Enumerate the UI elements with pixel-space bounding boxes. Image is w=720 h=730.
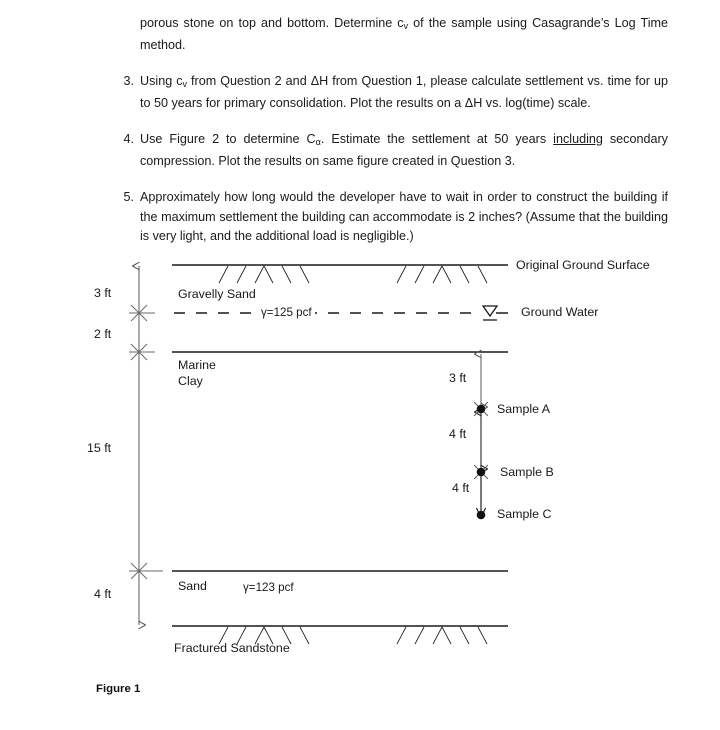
label-sample-b: Sample B	[500, 465, 554, 479]
question-number-3: 3.	[123, 74, 134, 88]
question-4-text-a: Use Figure 2 to determine C	[140, 132, 316, 146]
question-4-text-b: . Estimate the settlement at 50 years	[320, 132, 554, 146]
question-3-text-b: from Question 2 and ΔH from Question 1, please calculate settlement vs. time for up to 50 years for primary consolidation. Plot the results on a ΔH vs. log(time) scale.	[140, 74, 668, 111]
sample-dimension-label-3ft: 3 ft	[449, 371, 467, 385]
question-number-4: 4.	[123, 132, 134, 146]
sample-dimension-label-4ft-a: 4 ft	[449, 427, 467, 441]
label-sample-a: Sample A	[497, 402, 551, 416]
left-dimension-label-4ft: 4 ft	[94, 587, 112, 601]
figure-caption: Figure 1	[96, 683, 141, 695]
left-dimension-line	[129, 266, 163, 625]
left-dimension-label-2ft: 2 ft	[94, 327, 112, 341]
label-marine-clay-line2: Clay	[178, 374, 203, 388]
label-gravelly-sand: Gravelly Sand	[178, 287, 256, 301]
label-original-ground-surface: Original Ground Surface	[516, 258, 650, 272]
label-sample-c: Sample C	[497, 507, 552, 521]
left-dimension-label-15ft: 15 ft	[87, 441, 112, 455]
intro-text-b: of the sample using Casagrande’s Log Time method.	[140, 16, 668, 53]
question-item-4	[123, 130, 668, 172]
left-dimension-ticks	[129, 305, 163, 579]
label-sand: Sand	[178, 579, 207, 593]
intro-text-a: porous stone on top and bottom. Determine c	[140, 16, 404, 30]
sample-dimension-line	[474, 354, 488, 519]
sample-dimension-label-4ft-b: 4 ft	[452, 481, 470, 495]
question-5-text: Approximately how long would the developer have to wait in order to construct the building if the maximum settlement the building can accommodate is 2 inches? (Assume that the building is very light, and the additional load is negligible.)	[140, 190, 668, 243]
label-ground-water: Ground Water	[521, 305, 599, 319]
bedrock-hatching	[219, 627, 487, 644]
ground-surface-hatching	[219, 266, 487, 283]
question-4-text-c: secondary compression. Plot the results on same figure created in Question 3.	[140, 132, 668, 169]
question-3-subscript-v: v	[182, 78, 188, 89]
intro-paragraph	[140, 14, 668, 56]
sample-dim-ticks	[474, 402, 488, 479]
question-4-underlined-word: including	[553, 132, 603, 146]
sample-c-marker	[477, 511, 486, 520]
label-fractured-sandstone: Fractured Sandstone	[174, 641, 290, 655]
stratum-boundary-lines	[172, 265, 508, 626]
sample-a-marker	[477, 405, 486, 414]
sample-b-marker	[477, 468, 486, 477]
question-3-text-a: Using c	[140, 74, 183, 88]
label-sand-unit-weight: γ=123 pcf	[243, 581, 294, 594]
label-marine-clay-line1: Marine	[178, 358, 216, 372]
intro-subscript-v: v	[403, 20, 409, 31]
question-item-3	[123, 72, 668, 114]
question-number-5: 5.	[123, 190, 134, 204]
left-dimension-label-3ft: 3 ft	[94, 286, 112, 300]
question-item-5	[123, 188, 668, 247]
sample-dim-bottom-arrow	[477, 508, 486, 518]
label-gravelly-sand-unit-weight: γ=125 pcf	[258, 306, 315, 319]
question-4-subscript-alpha: α	[315, 136, 321, 147]
water-table-triangle-icon	[483, 306, 497, 320]
